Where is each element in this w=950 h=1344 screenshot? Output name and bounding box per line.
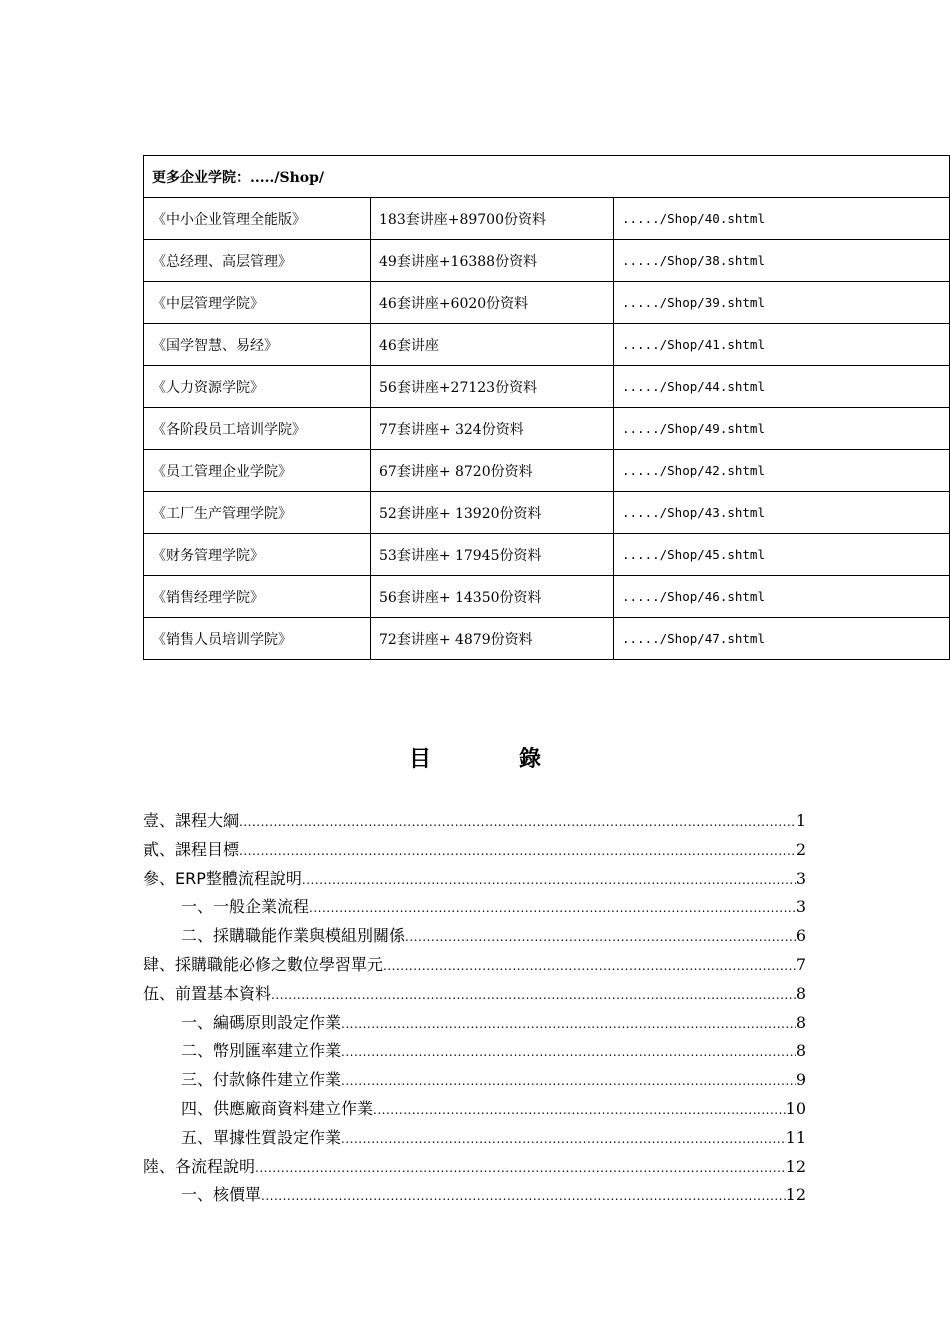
toc-entry-label: 伍、前置基本資料 <box>143 983 272 1003</box>
toc-entry-page: 12 <box>785 1185 806 1205</box>
toc-entry[interactable] <box>143 1038 806 1067</box>
toc-entry-page: 8 <box>795 1041 806 1061</box>
toc-title-left: 目 <box>408 747 431 772</box>
toc-entry[interactable] <box>143 1096 806 1125</box>
course-content-cell: 56套讲座+27123份资料 <box>371 366 614 408</box>
toc-entry-label: 一、核價單 <box>181 1185 262 1205</box>
course-name-cell: 《工厂生产管理学院》 <box>144 492 371 534</box>
shop-links-table <box>143 155 950 660</box>
toc-entry-page: 6 <box>795 926 806 946</box>
toc-leader-dots <box>341 1074 796 1088</box>
toc-leader-dots <box>255 1161 786 1175</box>
course-url-cell[interactable]: ...../Shop/47.shtml <box>614 618 950 660</box>
toc-entry-label: 一、編碼原則設定作業 <box>181 1012 342 1032</box>
course-url-cell[interactable]: ...../Shop/38.shtml <box>614 240 950 282</box>
toc-leader-dots <box>373 1103 786 1117</box>
toc-entry-page: 1 <box>795 811 806 830</box>
toc-entry[interactable] <box>143 837 806 866</box>
toc-entry[interactable] <box>143 894 806 923</box>
toc-title <box>0 742 950 773</box>
table-row <box>144 576 950 618</box>
toc-entry[interactable] <box>143 866 806 895</box>
toc-entry[interactable] <box>143 808 806 837</box>
course-name-cell: 《中小企业管理全能版》 <box>144 198 371 240</box>
toc-entry-page: 10 <box>785 1098 806 1118</box>
course-url-cell[interactable]: ...../Shop/43.shtml <box>614 492 950 534</box>
toc-entry-page: 9 <box>795 1070 806 1090</box>
toc-leader-dots <box>341 1017 796 1031</box>
toc-leader-dots <box>271 988 796 1002</box>
course-name-cell: 《各阶段员工培训学院》 <box>144 408 371 450</box>
toc-entry-page: 2 <box>795 839 806 859</box>
table-row <box>144 492 950 534</box>
course-content-cell: 46套讲座+6020份资料 <box>371 282 614 324</box>
course-content-cell: 183套讲座+89700份资料 <box>371 198 614 240</box>
table-row <box>144 324 950 366</box>
toc-entry-label: 肆、採購職能必修之數位學習單元 <box>143 954 384 974</box>
course-url-cell[interactable]: ...../Shop/45.shtml <box>614 534 950 576</box>
course-url-cell[interactable]: ...../Shop/42.shtml <box>614 450 950 492</box>
toc-leader-dots <box>383 959 796 973</box>
toc-entry[interactable] <box>143 981 806 1010</box>
toc-leader-dots <box>405 930 796 944</box>
course-name-cell: 《销售经理学院》 <box>144 576 371 618</box>
toc-leader-dots <box>239 815 796 829</box>
toc-entry-label: 參、ERP整體流程說明 <box>143 868 302 888</box>
toc-entry[interactable] <box>143 1182 806 1211</box>
course-content-cell: 56套讲座+ 14350份资料 <box>371 576 614 618</box>
course-name-cell: 《国学智慧、易经》 <box>144 324 371 366</box>
course-url-cell[interactable]: ...../Shop/49.shtml <box>614 408 950 450</box>
course-url-cell[interactable]: ...../Shop/44.shtml <box>614 366 950 408</box>
course-url-cell[interactable]: ...../Shop/41.shtml <box>614 324 950 366</box>
course-content-cell: 49套讲座+16388份资料 <box>371 240 614 282</box>
course-url-cell[interactable]: ...../Shop/40.shtml <box>614 198 950 240</box>
toc-leader-dots <box>261 1189 786 1203</box>
course-content-cell: 67套讲座+ 8720份资料 <box>371 450 614 492</box>
toc-entry-label: 一、一般企業流程 <box>181 897 310 917</box>
toc-entry-label: 貳、課程目標 <box>143 839 240 859</box>
toc-entry-label: 四、供應廠商資料建立作業 <box>181 1098 374 1118</box>
course-name-cell: 《员工管理企业学院》 <box>144 450 371 492</box>
table-row <box>144 198 950 240</box>
table-row <box>144 240 950 282</box>
course-name-cell: 《中层管理学院》 <box>144 282 371 324</box>
toc-entry[interactable] <box>143 1154 806 1183</box>
toc-entry-label: 二、幣別匯率建立作業 <box>181 1041 342 1061</box>
table-header-row <box>144 156 950 198</box>
toc-entry-page: 11 <box>785 1127 806 1147</box>
toc-leader-dots <box>302 873 796 887</box>
course-name-cell: 《销售人员培训学院》 <box>144 618 371 660</box>
table-row <box>144 282 950 324</box>
course-url-cell[interactable]: ...../Shop/46.shtml <box>614 576 950 618</box>
toc-entry-page: 3 <box>795 897 806 917</box>
toc-title-right: 錄 <box>519 747 542 772</box>
table-row <box>144 534 950 576</box>
toc-leader-dots <box>341 1045 796 1059</box>
table-row <box>144 408 950 450</box>
table-row <box>144 450 950 492</box>
toc-entry-label: 二、採購職能作業與模組別關係 <box>181 926 406 946</box>
table-row <box>144 618 950 660</box>
toc-entry[interactable] <box>143 923 806 952</box>
table-header: 更多企业学院：...../Shop/ <box>144 156 950 198</box>
course-content-cell: 52套讲座+ 13920份资料 <box>371 492 614 534</box>
course-content-cell: 53套讲座+ 17945份资料 <box>371 534 614 576</box>
table-of-contents <box>143 808 806 1211</box>
toc-leader-dots <box>239 844 796 858</box>
course-content-cell: 72套讲座+ 4879份资料 <box>371 618 614 660</box>
toc-entry-page: 12 <box>785 1156 806 1176</box>
toc-entry[interactable] <box>143 1010 806 1039</box>
toc-entry-page: 8 <box>795 983 806 1003</box>
toc-leader-dots <box>341 1132 786 1146</box>
toc-entry[interactable] <box>143 1125 806 1154</box>
toc-entry-label: 五、單據性質設定作業 <box>181 1127 342 1147</box>
toc-entry-label: 三、付款條件建立作業 <box>181 1070 342 1090</box>
toc-leader-dots <box>309 901 796 915</box>
toc-entry-label: 壹、課程大綱 <box>143 811 240 830</box>
toc-entry[interactable] <box>143 1067 806 1096</box>
toc-entry-page: 3 <box>795 868 806 888</box>
course-content-cell: 46套讲座 <box>371 324 614 366</box>
toc-entry-page: 8 <box>795 1012 806 1032</box>
toc-entry-page: 7 <box>795 954 806 974</box>
course-name-cell: 《总经理、高层管理》 <box>144 240 371 282</box>
toc-entry[interactable] <box>143 952 806 981</box>
course-name-cell: 《人力资源学院》 <box>144 366 371 408</box>
course-url-cell[interactable]: ...../Shop/39.shtml <box>614 282 950 324</box>
course-name-cell: 《财务管理学院》 <box>144 534 371 576</box>
toc-entry-label: 陸、各流程說明 <box>143 1156 256 1176</box>
course-content-cell: 77套讲座+ 324份资料 <box>371 408 614 450</box>
table-row <box>144 366 950 408</box>
